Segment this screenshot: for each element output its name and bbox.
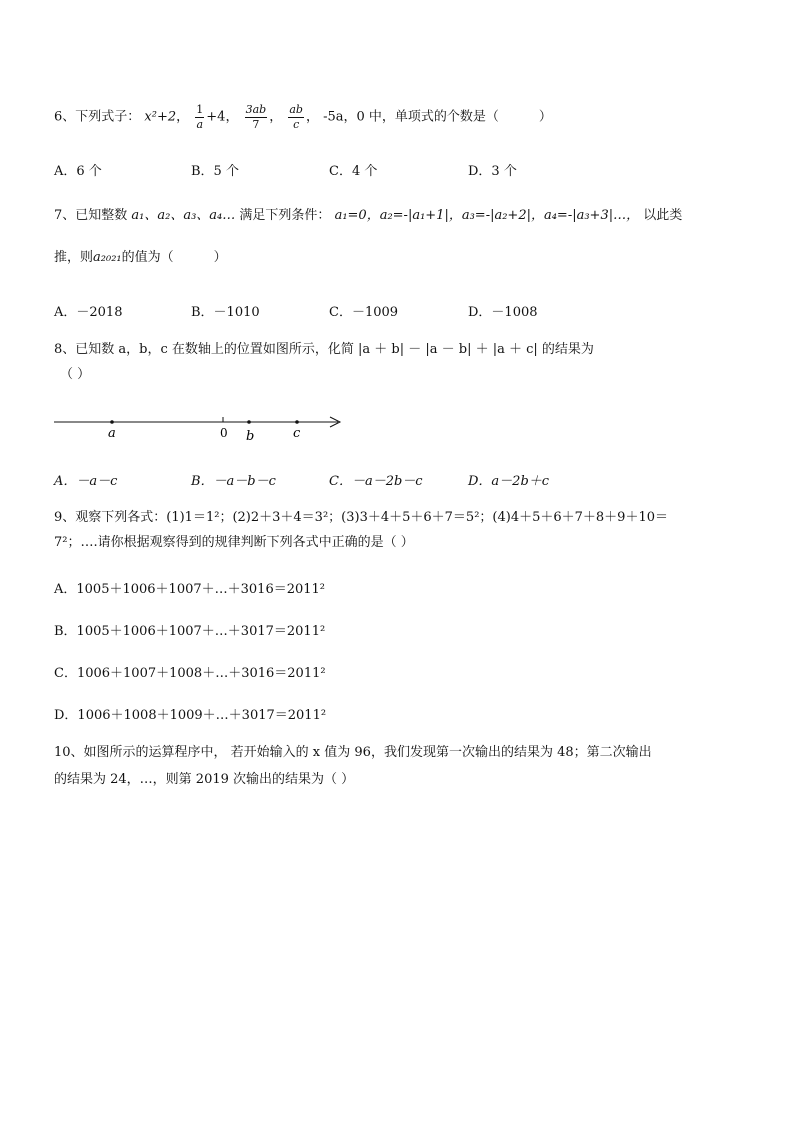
q8-stem-line-2: （ ） <box>60 367 91 382</box>
q7-target: a₂₀₂₁ <box>93 250 122 265</box>
q7-stem-line-1: 7、已知整数 a₁、a₂、a₃、a₄… 满足下列条件： a₁=0，a₂=-|a₁+1|，a₃=-|a₂+2|，a₄=-|a₃+3|…， 以此类 <box>54 208 683 223</box>
q9-stem-line-1: 9、观察下列各式：(1)1＝1²；(2)2＋3＋4＝3²；(3)3＋4＋5＋6＋7＝5²；(4)4＋5＋6＋7＋8＋9＋10＝ <box>54 510 668 525</box>
q7-conditions: a₁=0，a₂=-|a₁+1|，a₃=-|a₂+2|，a₄=-|a₃+3|…， <box>334 208 640 223</box>
q6-frac-1: $\frac{1}{a}$ <box>196 103 204 131</box>
q9-option-d: D．1006＋1008＋1009＋…＋3017＝2011² <box>54 708 327 723</box>
q9-option-a: A．1005＋1006＋1007＋…＋3016＝2011² <box>54 582 326 597</box>
q6-frac-2: $\frac{3ab}{7}$ <box>245 103 267 131</box>
q8-option-b: B．－a－b－c <box>191 474 276 489</box>
point-c-dot <box>295 420 299 424</box>
q8-stem-line-1: 8、已知数 a，b，c 在数轴上的位置如图所示，化简 |a ＋ b| － |a － b| ＋ |a ＋ c| 的结果为 <box>54 342 594 357</box>
q9-stem-line-2: 7²；….请你根据观察得到的规律判断下列各式中正确的是（ ） <box>54 535 414 550</box>
label-zero: 0 <box>220 426 228 440</box>
q10-stem-line-2: 的结果为 24，…，则第 2019 次输出的结果为（ ） <box>54 772 355 787</box>
q6-expr-1: x²+2 <box>144 109 177 125</box>
q6-frac-3: $\frac{ab}{c}$ <box>289 103 303 131</box>
q9-option-b: B．1005＋1006＋1007＋…＋3017＝2011² <box>54 624 326 639</box>
q7-option-b: B．－1010 <box>191 305 260 320</box>
q6-stem: 6、下列式子： x²+2， $\frac{1}{a}$ +4， $\frac{3ab}{7}$ ， $\frac{ab}{c}$ ， -5a，0 中，单项式的个数是（ ） <box>54 103 552 131</box>
q6-option-b: B．5 个 <box>191 164 239 179</box>
q7-option-d: D．－1008 <box>468 305 538 320</box>
point-b-dot <box>247 420 251 424</box>
q8-option-d: D．a－2b＋c <box>468 474 550 489</box>
point-a-dot <box>110 420 114 424</box>
q7-sequence: a₁、a₂、a₃、a₄… <box>131 208 236 223</box>
q6-option-c: C．4 个 <box>329 164 378 179</box>
q8-number-line <box>50 410 350 446</box>
q8-option-a: A．－a－c <box>54 474 118 489</box>
q6-expr-2: -5a <box>323 109 344 125</box>
label-b: b <box>246 429 255 444</box>
q7-stem-line-2: 推，则a₂₀₂₁的值为（ ） <box>54 250 227 265</box>
q6-prefix: 6、下列式子： <box>54 109 141 125</box>
q6-option-d: D．3 个 <box>468 164 517 179</box>
q7-option-a: A．－2018 <box>54 305 123 320</box>
q6-option-a: A．6 个 <box>54 164 102 179</box>
label-a: a <box>108 426 116 441</box>
label-c: c <box>293 426 301 441</box>
q9-option-c: C．1006＋1007＋1008＋…＋3016＝2011² <box>54 666 326 681</box>
q8-option-c: C．－a－2b－c <box>329 474 423 489</box>
q10-stem-line-1: 10、如图所示的运算程序中， 若开始输入的 x 值为 96，我们发现第一次输出的结果为 48；第二次输出 <box>54 745 652 760</box>
q7-option-c: C．－1009 <box>329 305 399 320</box>
